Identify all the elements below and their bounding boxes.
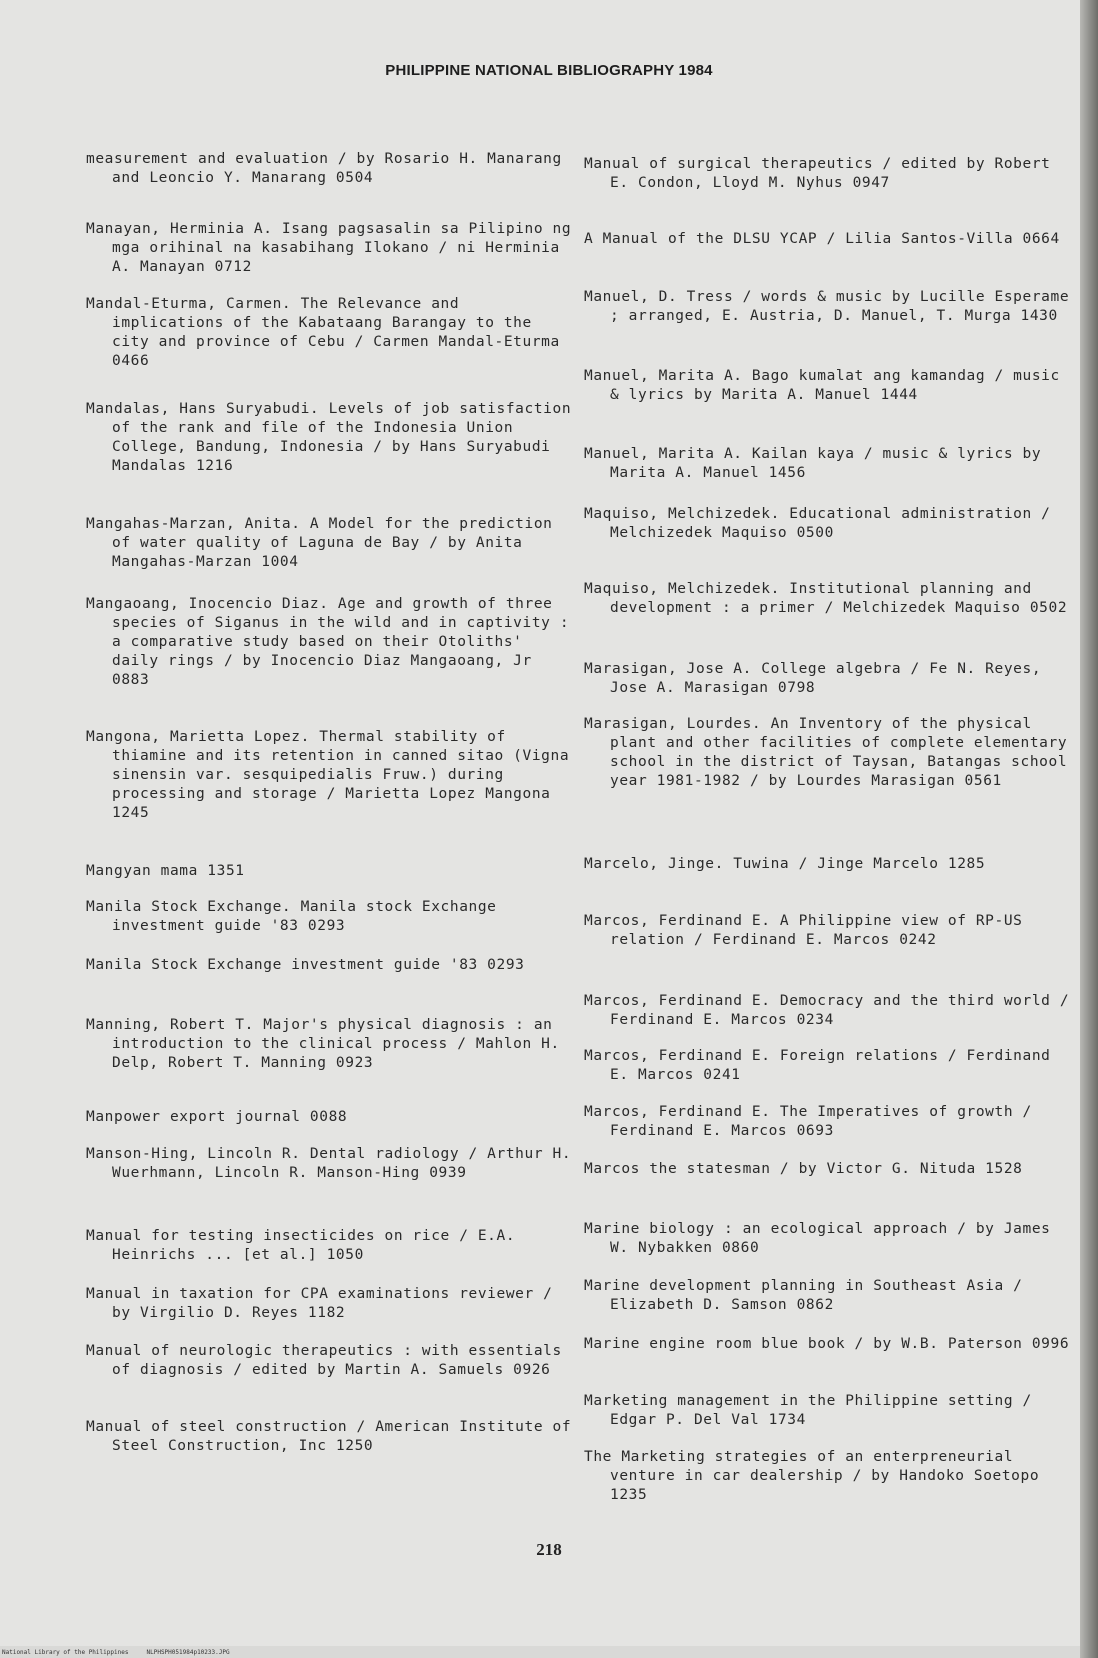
bibliography-entry: Manual in taxation for CPA examinations reviewer / by Virgilio D. Reyes 1182 (86, 1286, 553, 1321)
bibliography-entry: Manuel, Marita A. Kailan kaya / music & lyrics by Marita A. Manuel 1456 (584, 446, 1042, 481)
page-edge-shadow (1080, 0, 1098, 1658)
bibliography-entry: Marcelo, Jinge. Tuwina / Jinge Marcelo 1285 (584, 856, 986, 872)
bibliography-entry: Marcos the statesman / by Victor G. Nituda 1528 (584, 1161, 1023, 1177)
bibliography-entry: measurement and evaluation / by Rosario H. Manarang and Leoncio Y. Manarang 0504 (86, 151, 562, 186)
bibliography-entry: Marketing management in the Philippine setting / Edgar P. Del Val 1734 (584, 1393, 1032, 1428)
scan-footer: National Library of the Philippines NLPHSPH051984p10233.JPG (2, 1649, 230, 1656)
bibliography-entry: Manson-Hing, Lincoln R. Dental radiology / Arthur H. Wuerhmann, Lincoln R. Manson-Hing 0939 (86, 1146, 572, 1181)
bibliography-entry: Marcos, Ferdinand E. A Philippine view of RP-US relation / Ferdinand E. Marcos 0242 (584, 913, 1023, 948)
bibliography-entry: Manuel, Marita A. Bago kumalat ang kamandag / music & lyrics by Marita A. Manuel 1444 (584, 368, 1060, 403)
bibliography-entry: Mangyan mama 1351 (86, 863, 245, 879)
bibliography-entry: Manual of surgical therapeutics / edited by Robert E. Condon, Lloyd M. Nyhus 0947 (584, 156, 1051, 191)
bibliography-entry: Marine engine room blue book / by W.B. Paterson 0996 (584, 1336, 1070, 1352)
bibliography-entry: Marcos, Ferdinand E. Democracy and the third world / Ferdinand E. Marcos 0234 (584, 993, 1070, 1028)
bibliography-entry: Marasigan, Jose A. College algebra / Fe N. Reyes, Jose A. Marasigan 0798 (584, 661, 1042, 696)
bibliography-entry: Manuel, D. Tress / words & music by Lucille Esperame ; arranged, E. Austria, D. Manuel, T. Murga 1430 (584, 289, 1070, 324)
bibliography-entry: Marcos, Ferdinand E. The Imperatives of growth / Ferdinand E. Marcos 0693 (584, 1104, 1032, 1139)
bibliography-entry: Mandal-Eturma, Carmen. The Relevance and implications of the Kabataang Barangay to the city and province of Cebu / Carmen Mandal-Eturma 0466 (86, 296, 560, 369)
bibliography-entry: Marasigan, Lourdes. An Inventory of the physical plant and other facilities of complete elementary school in the district of Taysan, Batangas school year 1981-1982 / by Lourdes Marasigan 0561 (584, 716, 1068, 789)
bibliography-entry: A Manual of the DLSU YCAP / Lilia Santos-Villa 0664 (584, 231, 1060, 247)
bibliography-entry: Maquiso, Melchizedek. Institutional planning and development : a primer / Melchizedek Maquiso 0502 (584, 581, 1068, 616)
bibliography-entry: Mangahas-Marzan, Anita. A Model for the prediction of water quality of Laguna de Bay / by Anita Mangahas-Marzan 1004 (86, 516, 553, 570)
bibliography-entry: Marine development planning in Southeast Asia / Elizabeth D. Samson 0862 (584, 1278, 1023, 1313)
bibliography-entry: Mangona, Marietta Lopez. Thermal stability of thiamine and its retention in canned sitao (Vigna sinensin var. sesquipedialis Fruw.) during processing and storage / Marietta Lopez Mangona 1245 (86, 729, 570, 821)
bibliography-entry: Manning, Robert T. Major's physical diagnosis : an introduction to the clinical process / Mahlon H. Delp, Robert T. Manning 0923 (86, 1017, 560, 1071)
bibliography-entry: Manila Stock Exchange. Manila stock Exchange investment guide '83 0293 (86, 899, 497, 934)
bibliography-entry: Marine biology : an ecological approach / by James W. Nybakken 0860 (584, 1221, 1051, 1256)
bibliography-entry: Manpower export journal 0088 (86, 1109, 348, 1125)
bibliography-entry: Manila Stock Exchange investment guide '83 0293 (86, 957, 525, 973)
page-number: 218 (536, 1540, 562, 1559)
page-header: PHILIPPINE NATIONAL BIBLIOGRAPHY 1984 (385, 62, 713, 79)
bibliography-entry: Maquiso, Melchizedek. Educational administration / Melchizedek Maquiso 0500 (584, 506, 1051, 541)
bibliography-entry: Manual of neurologic therapeutics : with essentials of diagnosis / edited by Martin A. Samuels 0926 (86, 1343, 562, 1378)
bibliography-entry: The Marketing strategies of an enterpreneurial venture in car dealership / by Handoko Soetopo 1235 (584, 1449, 1040, 1503)
bibliography-entry: Mangaoang, Inocencio Diaz. Age and growth of three species of Siganus in the wild and in captivity : a comparative study based on their Otoliths' daily rings / by Inocencio Diaz Mangaoang, Jr 0883 (86, 596, 570, 688)
bibliography-entry: Manual for testing insecticides on rice / E.A. Heinrichs ... [et al.] 1050 (86, 1228, 516, 1263)
bibliography-entry: Marcos, Ferdinand E. Foreign relations / Ferdinand E. Marcos 0241 (584, 1048, 1051, 1083)
bibliography-entry: Manual of steel construction / American Institute of Steel Construction, Inc 1250 (86, 1419, 572, 1454)
bibliography-entry: Mandalas, Hans Suryabudi. Levels of job satisfaction of the rank and file of the Indonesia Union College, Bandung, Indonesia / by Hans Suryabudi Mandalas 1216 (86, 401, 572, 474)
bibliography-entry: Manayan, Herminia A. Isang pagsasalin sa Pilipino ng mga orihinal na kasabihang Ilokano / ni Herminia A. Manayan 0712 (86, 221, 572, 275)
